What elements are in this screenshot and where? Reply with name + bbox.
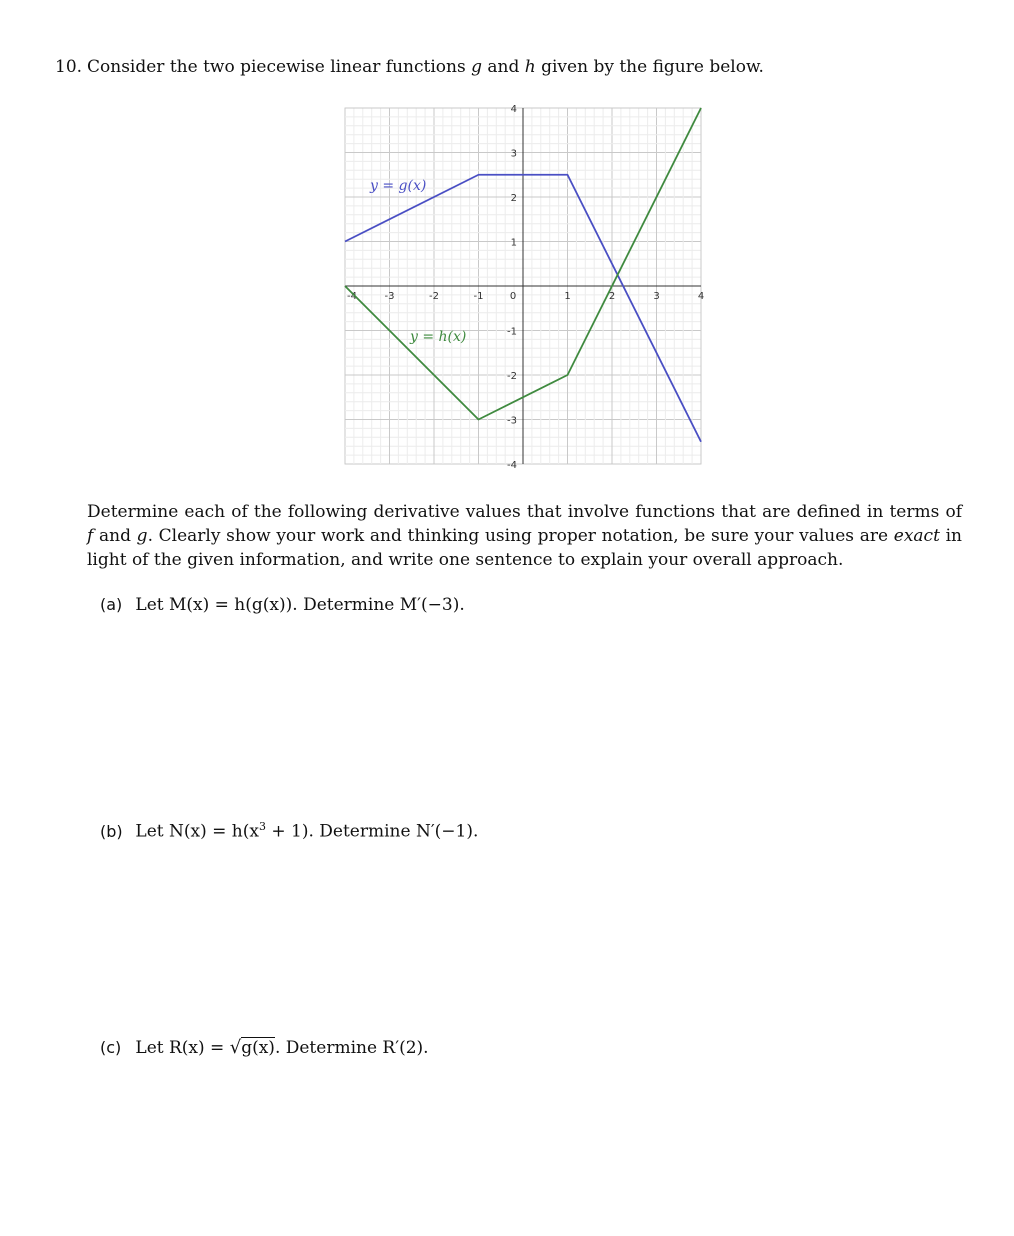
y-tick-label: -4 [507,460,517,468]
emph-exact: exact [893,526,940,546]
var-h: h [524,57,536,77]
var-g2: g [136,526,148,546]
part-a-expression: M(x) = h(g(x)). Determine M′(−3). [169,595,465,615]
part-a-label: (a) [100,595,123,614]
part-c-label: (c) [100,1038,122,1057]
y-tick-label: 4 [510,104,517,115]
label-h: y = h(x) [410,329,467,345]
part-b: (b) Let $N(x) = h(x^3 + 1)$. Determine N′(−1). [100,820,479,842]
part-c-expression: R(x) = [169,1038,230,1058]
y-tick-label: 2 [510,193,517,204]
label-g: y = g(x) [370,178,427,194]
y-tick-label: -1 [507,326,517,338]
part-c: (c) Let R(x) = √g(x). Determine R′(2). [100,1037,429,1058]
graph-svg [340,104,706,468]
x-tick-label: -2 [429,291,439,302]
sqrt-symbol: √ [229,1037,242,1058]
x-tick-label: 2 [608,291,616,302]
instructions: Determine each of the following derivative values that involve functions that are defined in terms of f and g. Clearly show your work and thinking using proper notation, be sure your values are exact in light of the given information, and write one sentence to explain your overall approach. [87,502,962,570]
y-tick-label: -3 [507,415,517,427]
function-graph [340,104,706,468]
x-tick-label: 1 [564,291,571,302]
radicand: g(x) [241,1038,275,1058]
x-tick-label: 3 [653,291,660,302]
y-tick-label: 1 [510,237,517,249]
x-tick-label: 4 [697,291,705,302]
var-f: f [87,526,94,546]
part-b-expression: N(x) = h(x [169,821,259,842]
x-tick-label: -1 [473,291,484,302]
x-tick-label: -3 [384,291,395,302]
x-tick-label: -4 [347,291,357,302]
part-b-label: (b) [100,821,123,841]
part-a: (a) Let M(x) = h(g(x)). Determine M′(−3). [100,595,465,615]
problem-statement: 10. Consider the two piecewise linear functions g and h given by the figure below. [55,57,764,77]
y-tick-label: 3 [510,148,517,160]
problem-number: 10. [55,57,83,77]
x-tick-label: 0 [509,291,517,302]
var-g: g [471,57,482,77]
y-tick-label: -2 [507,371,517,382]
